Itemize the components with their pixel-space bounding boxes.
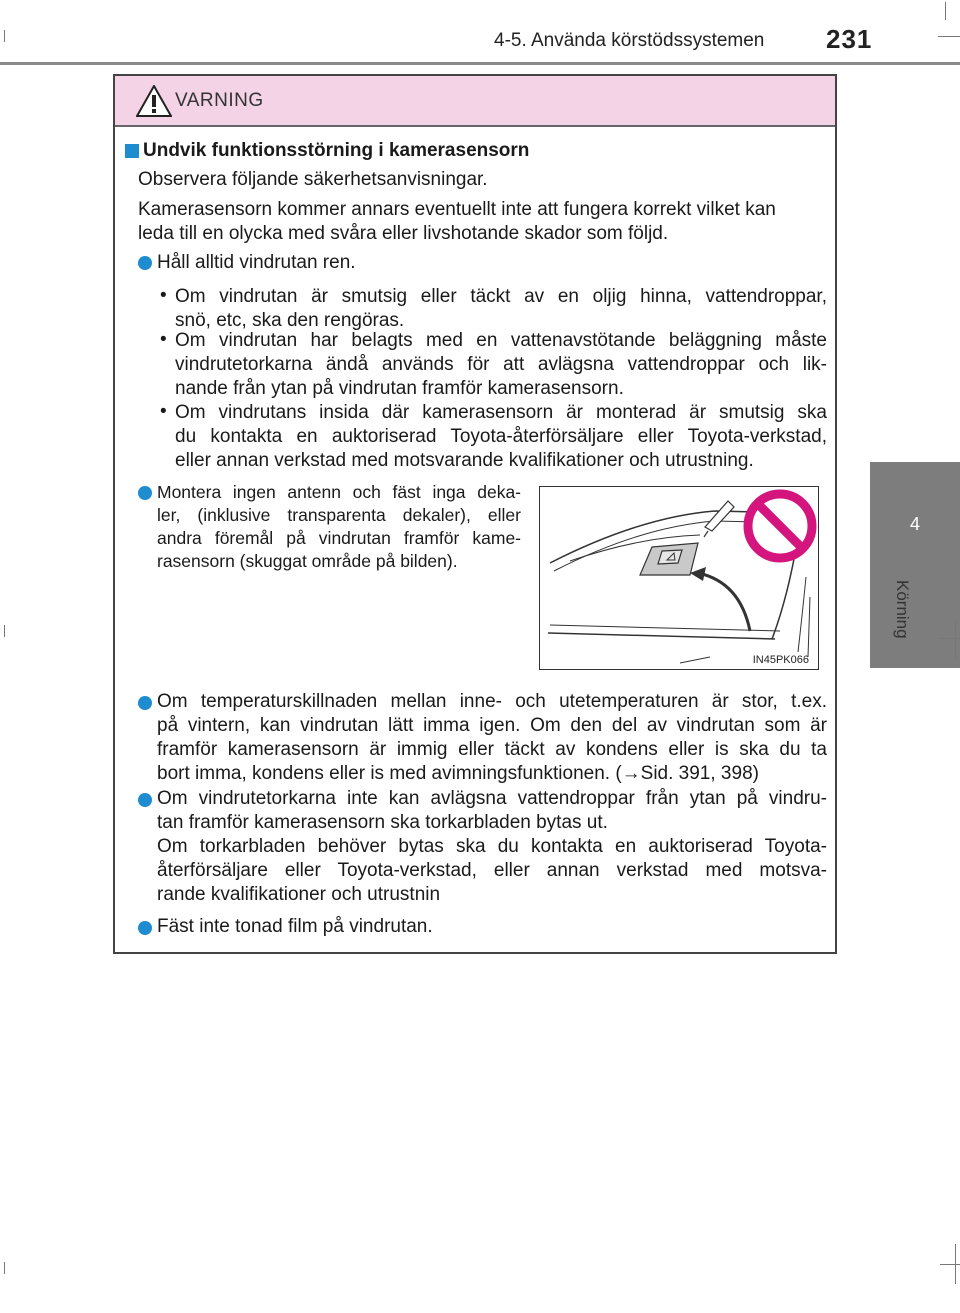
item-no-antenna: Montera ingen antenn och fäst inga deka- ler, (inklusive transparenta dekaler), eller andra föremål på vindrutan framför kame- rasensorn (skuggat område på bilden).: [157, 482, 521, 571]
warning-triangle-icon: [136, 85, 172, 117]
intro-text: Observera följande säkerhetsanvisningar.: [138, 169, 488, 190]
chapter-number: 4: [909, 514, 920, 534]
sub-item-2: Om vindrutan har belagts med en vattenavstötande beläggning måste vindrutetorkarna ändå används för att avlägsna vattendroppar och lik- nande från ytan på vindrutan framför kamerasensorn.: [175, 330, 827, 399]
warning-header: [115, 76, 835, 127]
circle-bullet-icon: [138, 696, 152, 710]
square-bullet-icon: [125, 144, 139, 158]
item-keep-clean: Håll alltid vindrutan ren.: [157, 252, 356, 273]
crop-mark: [4, 625, 5, 637]
sub-item-3: Om vindrutans insida där kamerasensorn är monterad är smutsig ska du kontakta en auktoriserad Toyota-återförsäljare eller Toyota-verkstad, eller annan verkstad med motsvarande kvalifikationer och utrustning.: [175, 402, 827, 471]
item-condensation: Om temperaturskillnaden mellan inne- och utetemperaturen är stor, t.ex. på vintern, kan vindrutan lätt imma igen. Om den del av vindrutan som är framför kamerasensorn är immig eller täckt av kondens eller is ska du ta bort imma, kondens eller is med avimningsfunktionen. (→Sid. 391, 398): [157, 691, 827, 784]
crop-mark: [938, 36, 960, 37]
windshield-illustration: [539, 486, 819, 670]
sub-bullet: •: [160, 285, 167, 306]
page-number: 231: [826, 24, 873, 54]
circle-bullet-icon: [138, 793, 152, 807]
crop-mark: [955, 620, 956, 660]
circle-bullet-icon: [138, 486, 152, 500]
crop-mark: [940, 638, 960, 639]
item-wiper-blades: Om vindrutetorkarna inte kan avlägsna vattendroppar från ytan på vindru- tan framför kamerasensorn ska torkarbladen bytas ut. Om torkarbladen behöver bytas ska du kontakta en auktoriserad Toyota- återförsäljare eller Toyota-verkstad, eller annan verkstad med motsva- rande kvalifikationer och utrustnin: [157, 788, 827, 905]
windshield-camera-drawing: [540, 487, 817, 668]
sub-bullet: •: [160, 401, 167, 422]
crop-mark: [940, 1264, 960, 1265]
chapter-label: Körning: [893, 580, 912, 639]
warning-title: VARNING: [175, 90, 264, 111]
crop-mark: [4, 30, 5, 42]
item-no-tinted-film: Fäst inte tonad film på vindrutan.: [157, 916, 433, 937]
crop-mark: [4, 1262, 5, 1274]
section-heading: Undvik funktionsstörning i kamerasensorn: [143, 140, 530, 161]
crop-mark: [945, 2, 946, 20]
intro-paragraph: Kamerasensorn kommer annars eventuellt inte att fungera korrekt vilket kan leda till en olycka med svåra eller livshotande skador som följd.: [138, 199, 776, 244]
header-divider: [0, 62, 960, 65]
sub-item-1: Om vindrutan är smutsig eller täckt av en oljig hinna, vattendroppar, snö, etc, ska den rengöras.: [175, 286, 827, 331]
circle-bullet-icon: [138, 256, 152, 270]
circle-bullet-icon: [138, 921, 152, 935]
sub-bullet: •: [160, 329, 167, 350]
section-title: 4-5. Använda körstödssystemen: [494, 30, 765, 51]
figure-code: IN45PK066: [752, 654, 809, 666]
warning-box: [113, 74, 837, 954]
